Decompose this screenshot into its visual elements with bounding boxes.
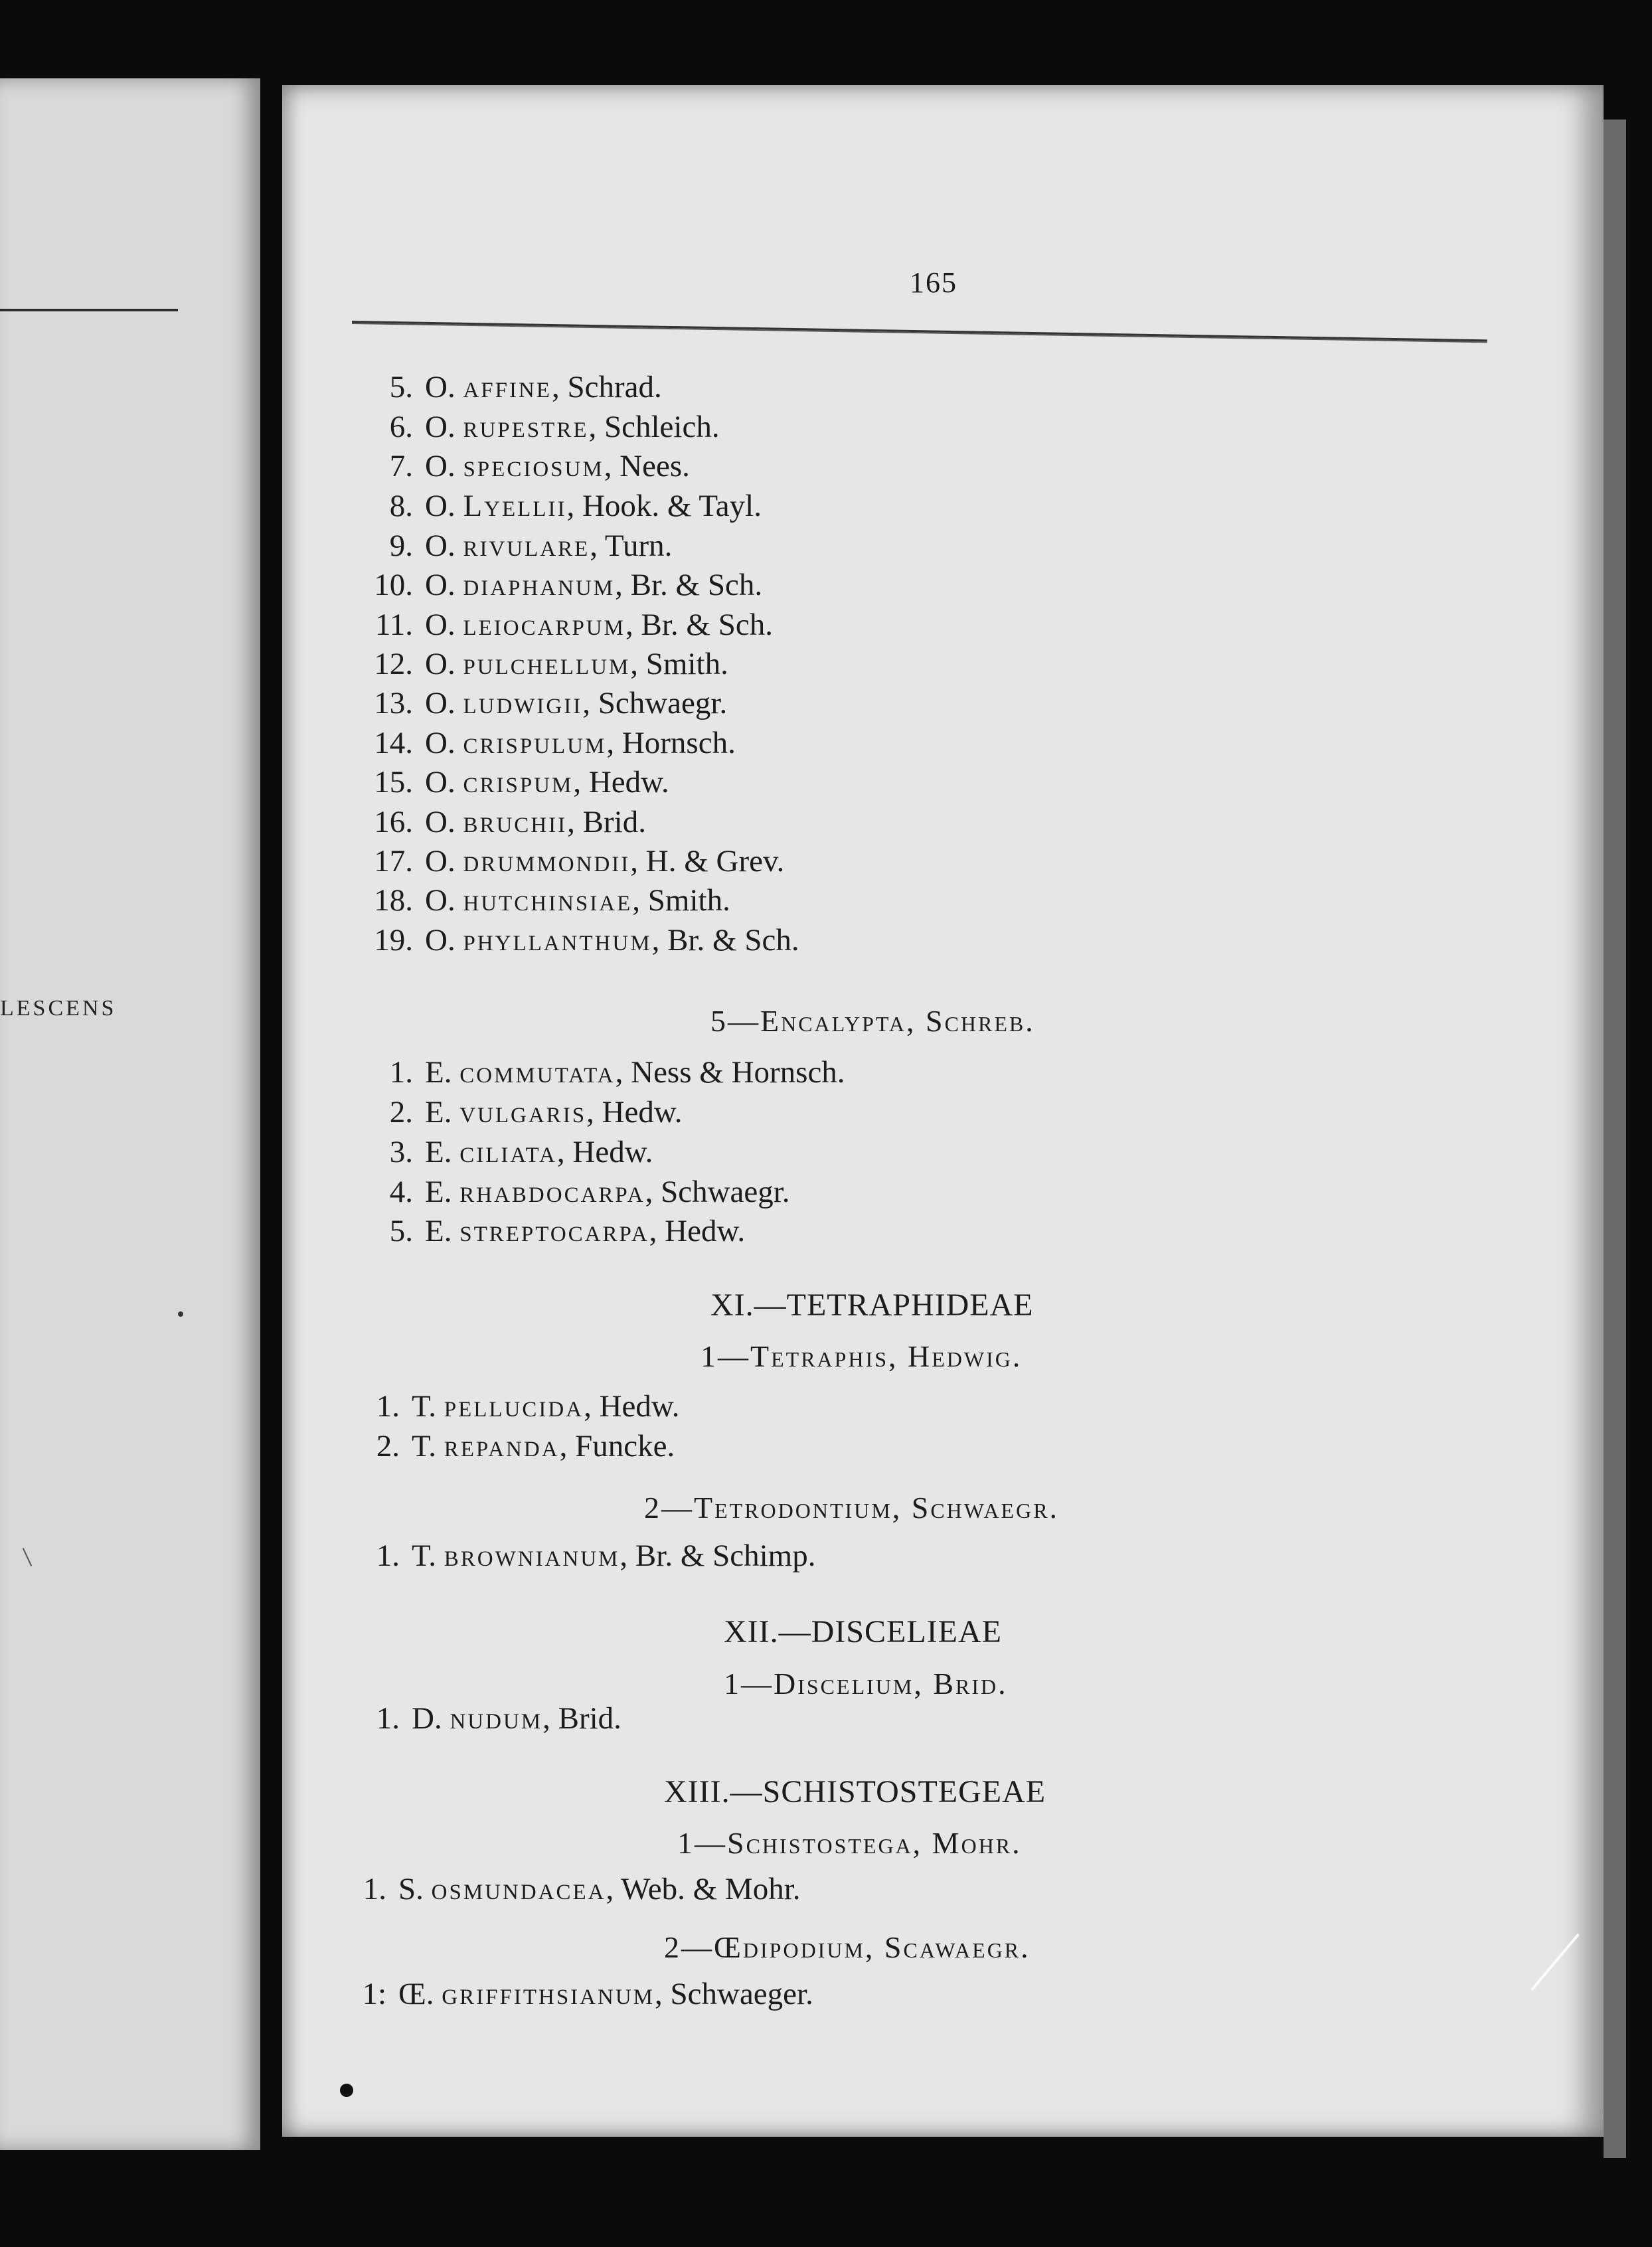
family-heading: XI.—TETRAPHIDEAE xyxy=(710,1288,1034,1323)
ink-dot xyxy=(340,2084,353,2097)
list-item: 2. T. repanda, Funcke. xyxy=(376,1429,675,1463)
list-item: 19. O. phyllanthum, Br. & Sch. xyxy=(374,923,799,957)
list-item: 2. E. vulgaris, Hedw. xyxy=(389,1095,683,1129)
genus-heading: 2—Tetrodontium, Schwaegr. xyxy=(644,1491,1060,1525)
list-item: 1. E. commutata, Ness & Hornsch. xyxy=(389,1055,845,1090)
genus-heading: 5—Encalypta, Schreb. xyxy=(710,1004,1035,1038)
list-item: 6. O. rupestre, Schleich. xyxy=(389,410,720,444)
list-item: 9. O. rivulare, Turn. xyxy=(389,529,673,563)
list-item: 14. O. crispulum, Hornsch. xyxy=(374,726,736,760)
genus-heading: 1—Schistostega, Mohr. xyxy=(677,1826,1022,1860)
list-item: 13. O. ludwigii, Schwaegr. xyxy=(374,686,728,720)
facing-page xyxy=(0,78,260,2150)
list-item: 17. O. drummondii, H. & Grev. xyxy=(374,844,785,878)
list-item: 12. O. pulchellum, Smith. xyxy=(374,647,728,681)
page-edge xyxy=(1604,120,1626,2158)
list-item: 1. S. osmundacea, Web. & Mohr. xyxy=(363,1872,801,1906)
list-item: 8. O. Lyellii, Hook. & Tayl. xyxy=(389,489,762,523)
list-item: 16. O. bruchii, Brid. xyxy=(374,805,646,839)
list-item: 1. T. pellucida, Hedw. xyxy=(376,1389,680,1424)
list-item: 7. O. speciosum, Nees. xyxy=(389,449,690,483)
genus-heading: 2—Œdipodium, Scawaegr. xyxy=(664,1930,1031,1964)
facing-page-fragment: LESCENS xyxy=(0,996,117,1021)
list-item: 4. E. rhabdocarpa, Schwaegr. xyxy=(389,1175,790,1209)
list-item: 15. O. crispum, Hedw. xyxy=(374,765,669,799)
genus-heading: 1—Discelium, Brid. xyxy=(724,1667,1008,1701)
genus-heading: 1—Tetraphis, Hedwig. xyxy=(701,1339,1023,1373)
facing-page-speck xyxy=(178,1311,183,1317)
list-item: 18. O. hutchinsiae, Smith. xyxy=(374,883,730,918)
list-item: 5. E. streptocarpa, Hedw. xyxy=(389,1214,746,1248)
family-heading: XIII.—SCHISTOSTEGEAE xyxy=(664,1774,1046,1809)
list-item: 1. T. brownianum, Br. & Schimp. xyxy=(376,1539,816,1573)
page-number: 165 xyxy=(910,266,957,299)
list-item: 5. O. affine, Schrad. xyxy=(389,370,662,404)
list-item: 10. O. diaphanum, Br. & Sch. xyxy=(374,568,763,602)
list-item: 1: Œ. griffithsianum, Schwaeger. xyxy=(362,1977,813,2011)
list-item: 1. D. nudum, Brid. xyxy=(376,1701,621,1736)
family-heading: XII.—DISCELIEAE xyxy=(724,1614,1002,1649)
list-item: 11. O. leiocarpum, Br. & Sch. xyxy=(374,608,773,642)
facing-page-rule xyxy=(0,309,178,311)
list-item: 3. E. ciliata, Hedw. xyxy=(389,1135,653,1169)
